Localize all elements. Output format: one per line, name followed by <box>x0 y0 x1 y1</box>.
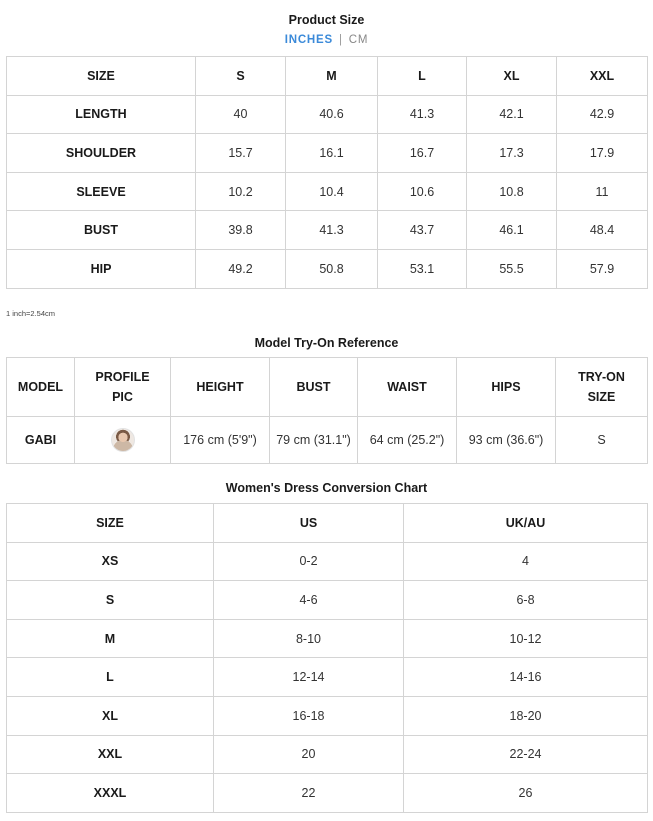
table-cell: 41.3 <box>378 95 467 134</box>
header-cell <box>270 358 358 417</box>
header-cell: SIZE <box>7 57 196 96</box>
header-cell <box>171 358 270 417</box>
table-cell: 93 cm (36.6") <box>457 417 556 464</box>
header-text: PIC <box>112 390 133 404</box>
row-label: SLEEVE <box>7 172 196 211</box>
header-text: TRY-ON <box>578 370 625 384</box>
table-cell: 4-6 <box>214 581 404 620</box>
header-cell: S <box>196 57 286 96</box>
table-cell: 22 <box>214 774 404 813</box>
product-size-title: Product Size <box>288 13 365 27</box>
header-cell: US <box>214 504 404 543</box>
model-reference-title: Model Try-On Reference <box>254 336 399 350</box>
table-cell: 18-20 <box>404 696 648 735</box>
table-cell: 6-8 <box>404 581 648 620</box>
table-row <box>7 696 648 735</box>
unit-separator: | <box>338 34 343 46</box>
table-cell: 16-18 <box>214 696 404 735</box>
model-name: GABI <box>7 417 75 464</box>
table-cell: 22-24 <box>404 735 648 774</box>
table-row <box>7 134 648 173</box>
table-cell: 50.8 <box>286 249 378 288</box>
table-row <box>7 658 648 697</box>
header-cell <box>457 358 556 417</box>
table-cell: 10.4 <box>286 172 378 211</box>
table-cell: 40 <box>196 95 286 134</box>
profile-photo-icon[interactable] <box>111 428 135 452</box>
table-row <box>7 581 648 620</box>
row-label: S <box>7 581 214 620</box>
row-label: XXXL <box>7 774 214 813</box>
table-cell: 12-14 <box>214 658 404 697</box>
table-cell: 16.1 <box>286 134 378 173</box>
table-row <box>7 249 648 288</box>
table-cell: 17.3 <box>467 134 557 173</box>
table-cell: 17.9 <box>557 134 648 173</box>
header-cell <box>556 358 648 417</box>
header-cell: L <box>378 57 467 96</box>
row-label: LENGTH <box>7 95 196 134</box>
row-label: BUST <box>7 211 196 250</box>
row-label: XL <box>7 696 214 735</box>
unit-inches-tab[interactable]: INCHES <box>284 34 333 46</box>
table-cell: 42.9 <box>557 95 648 134</box>
unit-toggle <box>0 34 653 46</box>
table-cell: 15.7 <box>196 134 286 173</box>
table-cell: 48.4 <box>557 211 648 250</box>
table-row <box>7 619 648 658</box>
table-cell: 16.7 <box>378 134 467 173</box>
table-cell: S <box>556 417 648 464</box>
table-row <box>7 95 648 134</box>
table-cell: 57.9 <box>557 249 648 288</box>
table-cell: 8-10 <box>214 619 404 658</box>
table-cell: 11 <box>557 172 648 211</box>
row-label: M <box>7 619 214 658</box>
table-cell: 14-16 <box>404 658 648 697</box>
header-cell: M <box>286 57 378 96</box>
table-cell: 39.8 <box>196 211 286 250</box>
table-cell: 79 cm (31.1") <box>270 417 358 464</box>
row-label: HIP <box>7 249 196 288</box>
header-text: HEIGHT <box>196 380 244 394</box>
dress-conversion-table <box>6 503 648 813</box>
header-text: PROFILE <box>95 370 150 384</box>
table-cell: 10.8 <box>467 172 557 211</box>
table-header-row <box>7 358 648 417</box>
header-cell <box>7 358 75 417</box>
table-cell: 41.3 <box>286 211 378 250</box>
table-cell: 10.2 <box>196 172 286 211</box>
header-cell <box>358 358 457 417</box>
header-cell <box>75 358 171 417</box>
table-row <box>7 172 648 211</box>
unit-cm-tab[interactable]: CM <box>348 34 369 46</box>
header-text: BUST <box>296 380 331 394</box>
table-header-row <box>7 504 648 543</box>
row-label: SHOULDER <box>7 134 196 173</box>
row-label: XXL <box>7 735 214 774</box>
table-cell: 42.1 <box>467 95 557 134</box>
table-cell: 55.5 <box>467 249 557 288</box>
table-cell: 64 cm (25.2") <box>358 417 457 464</box>
conversion-note: 1 inch=2.54cm <box>6 309 55 318</box>
header-cell: XXL <box>557 57 648 96</box>
table-row <box>7 417 648 464</box>
table-row <box>7 735 648 774</box>
table-cell: 53.1 <box>378 249 467 288</box>
table-cell: 4 <box>404 542 648 581</box>
dress-conversion-title: Women's Dress Conversion Chart <box>225 481 428 495</box>
table-cell: 20 <box>214 735 404 774</box>
header-cell: SIZE <box>7 504 214 543</box>
table-cell: 176 cm (5'9") <box>171 417 270 464</box>
table-cell: 10.6 <box>378 172 467 211</box>
table-cell: 10-12 <box>404 619 648 658</box>
header-text: SIZE <box>587 390 616 404</box>
table-row <box>7 211 648 250</box>
table-row <box>7 542 648 581</box>
product-size-table <box>6 56 648 289</box>
header-cell: XL <box>467 57 557 96</box>
table-cell: 26 <box>404 774 648 813</box>
header-text: HIPS <box>491 380 521 394</box>
table-cell: 46.1 <box>467 211 557 250</box>
table-row <box>7 774 648 813</box>
table-header-row <box>7 57 648 96</box>
header-text: MODEL <box>17 380 64 394</box>
row-label: L <box>7 658 214 697</box>
header-text: WAIST <box>387 380 427 394</box>
row-label: XS <box>7 542 214 581</box>
profile-pic-cell <box>75 417 171 464</box>
table-cell: 40.6 <box>286 95 378 134</box>
model-reference-table <box>6 357 648 464</box>
table-cell: 43.7 <box>378 211 467 250</box>
table-cell: 49.2 <box>196 249 286 288</box>
table-cell: 0-2 <box>214 542 404 581</box>
header-cell: UK/AU <box>404 504 648 543</box>
